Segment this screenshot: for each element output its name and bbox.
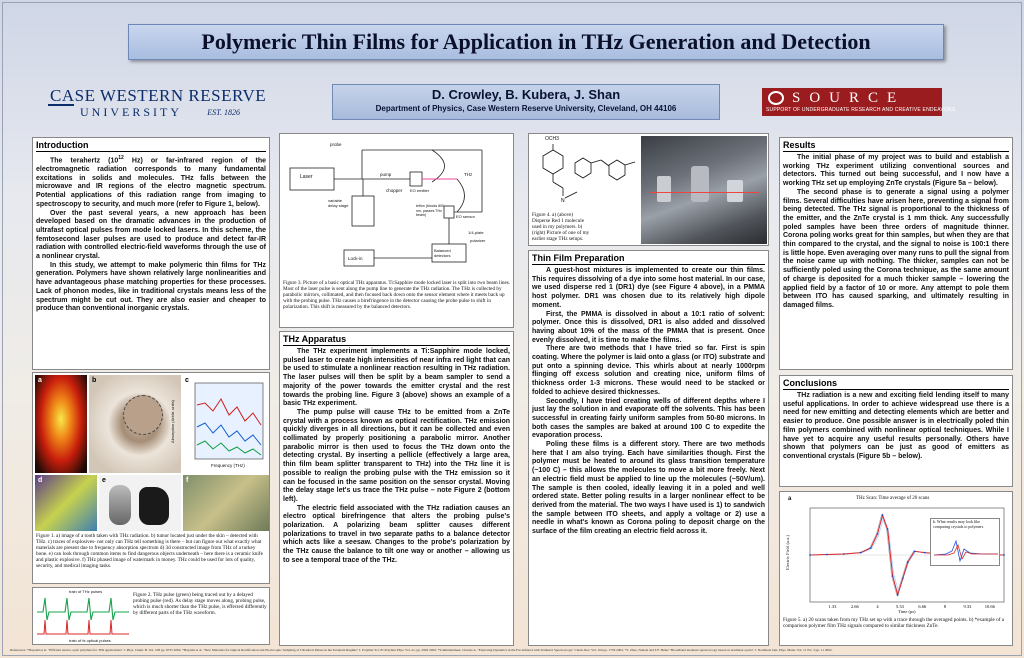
fig1-shoe	[139, 487, 169, 525]
fig5-data-point	[826, 554, 828, 556]
apparatus-section	[279, 331, 514, 646]
cwru-logo-sub: UNIVERSITY	[80, 105, 182, 119]
fig5-inset-plot	[932, 535, 1000, 565]
fig4-photo-optic-3	[727, 180, 743, 202]
preparation-paragraph-1: A guest-host mixtures is implemented to create our thin films. This requires dissolving of a dye into some host material. In our case, we used disperse red 1 (DR1) dye (see Figure 4 above), in a PMMA host polymer. DR1 was chosen due to its relatively high dipole moment.	[532, 267, 765, 309]
apparatus-paragraph-1: The THz experiment implements a Ti:Sapphire mode locked, pulsed laser to create high intensities of near infra red light that can be used to stimulate a nonlinear reaction resulting in THz radiation. The laser pulses will then be split by a beam sampler to send a majority of the power towards the emitter crystal and the rest towards the probing line. Figure 3 (above) shows an example of a basic THz experiment.	[283, 348, 510, 408]
fig5-plot-title: THz Scan: Time average of 20 scans	[856, 496, 930, 501]
conclusions-paragraph-1: THz radiation is a new and exciting field lending itself to many useful applications. In order to achieve widespread use there is a need for new emitting and detecting elements which are better and easier to produce. One possible answer is in electrically poled thin film polymers combined with nonlinear optical techniques. While I have yet to acquire any useful results personally. Others have shown that polymers can be just as good of emitters as conventional crystals (Figure 5b – below).	[783, 392, 1009, 460]
fig3-label-eo-sensor: EO sensor	[456, 214, 475, 219]
fig3-label-wave: 1/4-plate	[468, 230, 484, 235]
fig1-label-c: c	[185, 377, 189, 384]
fig3-label-delay: variable delay stage	[328, 198, 349, 208]
fig1-label-b: b	[92, 377, 97, 384]
preparation-paragraph-5: Poling these films is a different story. There are two methods here that I am also trying. Each have similarities though. First the polymer must be heated to around its glass transition temperature (~100 C) – this allows the molecules to move a bit more freely. Next an electric field must be applied to line up the molecules (~50V/um). The sample is then cooled, ideally leaving it in a poled and well ordered state. Better poling results in a larger nonlinear effect to be derived from the material. The two ways I have used is 1) to sandwich the sample between ITO sheets, and apply a voltage or 2) use a needle in what's known as Corona poling to deposit charge on the surface of the film creating an electric field across it.	[532, 441, 765, 536]
fig5-x-tick-label: 4	[876, 604, 879, 609]
fig2-label-thz: train of THz pulses	[69, 589, 103, 594]
fig5-data-point	[809, 554, 811, 556]
preparation-paragraph-4: Secondly, I have tried creating wells of different depths where I just lay the solution in and evaporate off the solvents. This has been successful in creating fairly uniform samples from 50-80 microns. In both cases the samples are baked at around 100 C to expedite the evaporation process.	[532, 397, 765, 440]
fig4-photo-beam	[649, 192, 759, 193]
fig5-ylabel: Electric Field (a.u.)	[785, 535, 790, 570]
source-logo-name: SOURCE	[792, 90, 906, 106]
figure-4-caption: Figure 4. a) (above) Disperse Red 1 molecule used in my polymers. b) (right) Picture of one of my earlier stage THz setups.	[532, 212, 590, 243]
figure-2	[32, 587, 270, 645]
fig3-label-eo-emitter: EO emitter	[410, 188, 430, 193]
fig1-axis-y: Absorption (Arbitr. units)	[169, 400, 175, 443]
section-rule	[783, 151, 1009, 152]
results-paragraph-2: The second phase is to generate a signal using a polymer films. Several difficulties have arisen here, preventing a signal from being detected. The THz signal is proportional to the thickness of the emitter, and the ZnTe crystal is 1 mm thick. Any successfully poled samples have been three orders of magnitude thinner. Corona poling works great for thin samples, but when they are that thin compared to the crystal, and the signal to noise is 100:1 there is little hope. Even averaging over many runs to pull the signal from the noise came up with nothing. The thicker, samples can not be sufficiently poled using the Corona technique, as the same amount of charge is deposited for a much thicker sample – lowering the applied field by a factor of 10 or more. Any attempt to pole them between ITO has caused sparking, and ultimately resulting in damaged films.	[783, 188, 1009, 309]
fig5-x-tick-label: 5.33	[895, 604, 904, 609]
intro-p1-sup: 12	[118, 155, 124, 161]
results-section	[779, 137, 1013, 370]
figure-4	[528, 133, 769, 246]
author-names: D. Crowley, B. Kubera, J. Shan	[431, 87, 621, 102]
fig2-pulse-diagram	[35, 590, 131, 644]
fig3-label-lockin: Lock-in	[348, 256, 363, 261]
fig1-tumor-circle	[123, 395, 163, 435]
introduction-paragraph-2: Over the past several years, a new approach has been developed based on the dramatic advances in the production of ultrafast optical pulses from mode locked lasers. In this scheme, the femtosecond laser pulses are used to produce and detect far-IR radiation with controlled electric-field waveforms through the use of a nonlinear crystal.	[36, 209, 266, 261]
section-rule	[283, 345, 510, 346]
fig5-x-tick-label: 8	[943, 604, 947, 609]
fig5-x-tick-label: 1.33	[828, 604, 837, 609]
apparatus-paragraph-3: The electric field associated with the THz radiation causes an electro optical birefringence that alters the probing pulse's polarization. A polarizing beam splitter causes different polarizations to travel in two separate paths to a balance detector which acts like a seesaw. Changes to the probe's polarization by the THz cause the balance to tilt one way or another – allowing us to see a temporal trace of the THz.	[283, 504, 510, 564]
intro-p1-pre: The terahertz (10	[50, 157, 119, 165]
fig4-setup-photo	[641, 136, 767, 244]
title-banner	[128, 24, 944, 60]
fig1-axis-x: Frequency (THz)	[211, 463, 245, 468]
fig5-data-point	[882, 514, 884, 516]
figure-5	[779, 491, 1013, 646]
section-rule	[532, 264, 765, 265]
fig5-data-point	[924, 552, 926, 554]
fig3-label-pump: pump	[380, 172, 392, 177]
section-rule	[783, 389, 1009, 390]
introduction-paragraph-1	[33, 154, 269, 210]
fig1-label-d: d	[38, 477, 43, 484]
cwru-logo-name: CASE WESTERN RESERVE	[50, 86, 267, 105]
fig2-label-optical: train of fs optical pulses	[69, 638, 111, 643]
fig1-absorption-plot	[183, 375, 269, 473]
thin-film-preparation-section	[528, 250, 769, 646]
source-logo-sub: SUPPORT OF UNDERGRADUATE RESEARCH AND CREATIVE ENDEAVORS	[766, 107, 956, 113]
fig5-x-tick-label: 9.33	[963, 604, 972, 609]
intro-p1-post: Hz) or far-infrared region of the electromagnetic radiation corresponds to many fundamental excitations in solids and molecules. THz falls between the microwave and IR regions of the electro magnetic spectrum. Potential applications of this radiation range from imaging to spectroscopy to security, and much more (refer to Figure 1, below).	[36, 157, 266, 208]
figure-3-caption: Figure 3. Picture of a basic optical THz apparatus. Ti:Sapphire mode locked laser is split into two beam lines. Most of the laser pulse is sent along the pump line to generate the THz radiation. The THz is collected by parabolic mirrors, collimated, and then focused back down onto the sensor element where it meets back up with the probing pulse. THz causes a birefringence in the detector causing the probe pulse to shift in polarization. This shift is measured by the balanced detectors.	[283, 280, 511, 311]
fig4-photo-optic-1	[657, 176, 671, 202]
fig1-label-f: f	[186, 477, 189, 484]
fig5-data-point	[902, 578, 904, 580]
fig5-inset-title: b. What results may look like comparing crystals to polymers	[933, 519, 984, 529]
fig1-label-a: a	[38, 377, 42, 384]
preparation-heading: Thin Film Preparation	[532, 253, 625, 263]
fig3-label-balanced: Balanced detectors	[434, 248, 451, 258]
apparatus-paragraph-2: The pump pulse will cause THz to be emitted from a ZnTe crystal with a process known as optical rectification. THz emission quickly diverges in all directions, but it can be collected and even collimated by properly positioning a parabolic mirror. Another parabolic mirror is then used to focus the THz down onto the detecting crystal. By inserting a pellicle (effectively a large area, thin film beam splitter transparent to THz) into the THz line it is possible to realign the probing pulse with the THz emission so it can be focused in the same position on the sensor crystal. Moving the delay stage let's us trace the THz pulse – note Figure 2 (bottom left).	[283, 408, 510, 503]
fig5-data-point	[860, 552, 862, 554]
introduction-section	[32, 137, 270, 370]
fig5-data-point	[897, 594, 899, 596]
fig3-label-teflon: teflon (blocks 800 nm, passes THz beam)	[416, 204, 445, 217]
fig1-panel-b	[89, 375, 181, 473]
introduction-paragraph-3: In this study, we attempt to make polymeric thin films for THz generation. Polymers have shown relatively large nonlinearities and have advantageous phase matching properties for these processes. Lack of phonon modes, like in traditional crystals means less of the spectrum might be cut out. They are also easier and cheaper to produce than conventional inorganic crystals.	[36, 261, 266, 313]
fig3-label-probe: probe	[330, 142, 342, 147]
fig3-apparatus-diagram	[282, 136, 513, 274]
fig4-azo-diagram	[573, 148, 641, 188]
section-rule	[36, 151, 266, 152]
conclusions-section	[779, 375, 1013, 487]
fig5-x-tick-label: 6.66	[918, 604, 927, 609]
fig5-data-point	[877, 533, 879, 535]
fig1-shoe-xray	[109, 485, 131, 525]
fig1-panel-a	[35, 375, 87, 473]
figure-1	[32, 372, 270, 584]
cwru-logo-est: EST. 1826	[207, 108, 240, 117]
cwru-logo-mark	[48, 104, 74, 118]
fig5-xlabel: Time (ps)	[898, 609, 916, 614]
results-heading: Results	[783, 140, 816, 150]
source-logo	[762, 88, 956, 116]
references: References: *Hayashi et al. "Efficient electro-optic polymers for THz applications" J. Phys. Chem. B. Vol. 108 pp. 8735 2004. *Hayashi et al. "New Materials for Optical Rectification and Electrooptic Sampling of Ultrashort Pulses in the Terahertz Regime" J. Polymer Sci. B: Polymer Phys. Vol. 41, pp. 2962 2003. *Schmuttenmaer, Charles A. "Exploring Dynamics in the Far-Infrared with Terahertz Spectroscopy" Chem. Rev. Vol. 104 pp. 1759 2004. *S. Zhao, Nahata and T.F. Heinz "Broadband terahertz spectroscopy based on nonlinear optics" J. Nonlinear Opt. Phys. Mater. Vol. 11 No. 3 pp. 11 2002.	[10, 648, 833, 652]
figure-2-caption: Figure 2. THz pulse (green) being traced out by a delayed probing pulse (red). As delay stage moves along, probing pulse, which is much shorter than the THz pulse, is effected differently by different parts of the THz waveform.	[133, 592, 267, 617]
fig1-panel-c	[169, 375, 269, 473]
source-logo-mark	[768, 91, 784, 105]
results-paragraph-1: The initial phase of my project was to build and establish a working THz experiment utilizing conventional sources and detectors. This turned out being successful, and I now have a working THz set up employing ZnTe crystals (Figure 5a – below).	[783, 154, 1009, 188]
fig5-x-tick-label: 2.66	[850, 604, 859, 609]
fig3-label-laser: Laser	[300, 174, 313, 180]
introduction-heading: Introduction	[36, 140, 89, 150]
figure-5-caption: Figure 5. a) 20 scans taken from my THz set up with a trace through the averaged points. b) *example of a comparison polymer film THz signals compared to similar thickness ZnTe.	[783, 617, 1005, 630]
fig5-data-point	[914, 550, 916, 552]
conclusions-heading: Conclusions	[783, 378, 838, 388]
fig3-label-chopper: chopper	[386, 188, 403, 193]
fig5-data-point	[887, 528, 889, 530]
fig5-data-point	[1003, 554, 1005, 556]
poster-title: Polymeric Thin Films for Application in THz Generation and Detection	[201, 29, 871, 54]
fig1-label-e: e	[102, 477, 106, 484]
apparatus-heading: THz Apparatus	[283, 334, 347, 344]
fig5-data-point	[892, 575, 894, 577]
fig5-inset	[930, 518, 1000, 566]
fig5-data-point	[870, 547, 872, 549]
department: Department of Physics, Case Western Reserve University, Cleveland, OH 44106	[375, 104, 677, 113]
authors-banner	[332, 84, 720, 120]
fig3-label-thz: THz	[464, 172, 473, 177]
figure-3	[279, 133, 514, 328]
fig5-data-point	[843, 553, 845, 555]
figure-1-caption: Figure 1. a) image of a tooth taken with THz radiation. b) tumor located just under the skin – detected with THz. c) traces of explosives- not only can THz tell something is there – but can figure out what exactly what materials are present due to frequency absorption spectrum d) 3d constructed image from THz of a turkey bone. e) can look through common items to find dangerous objects underneath – here there is a ceramic knife and plastic explosive. f) THz phased image of watermark in money. THz could be used for lots of quality, security, and medical imaging tasks.	[36, 533, 263, 570]
fig5-data-point	[907, 561, 909, 563]
fig1-panel-f	[183, 475, 269, 531]
fig4-chem-label: OCH3	[545, 136, 559, 142]
svg-text:N: N	[561, 198, 565, 204]
fig5-label-a: a	[788, 496, 792, 502]
fig5-x-tick-label: 10.66	[984, 604, 995, 609]
fig1-panel-e	[99, 475, 181, 531]
fig1-panel-d	[35, 475, 97, 531]
fig4-photo-optic-2	[691, 166, 709, 202]
fig3-label-polarizer: polarizer	[470, 238, 486, 243]
preparation-paragraph-3: There are two methods that I have tried so far. First is spin coating. Where the polymer is laid onto a glass (or ITO) substrate and put onto a spinning device. This whirls about at nearly 1000rpm flinging off excess solution and creating nice, uniform films of thickness order 1-3 microns. These would need to be stacked or folded to achieve desired thicknesses.	[532, 345, 765, 396]
preparation-paragraph-2: First, the PMMA is dissolved in about a 10:1 ratio of solvent: polymer. Once this is dissolved, DR1 is also added and dissolved having about 10% of the mass of the PMMA that is present. Once evenly dissolved, it is time to make the films.	[532, 310, 765, 344]
cwru-logo	[50, 86, 267, 120]
